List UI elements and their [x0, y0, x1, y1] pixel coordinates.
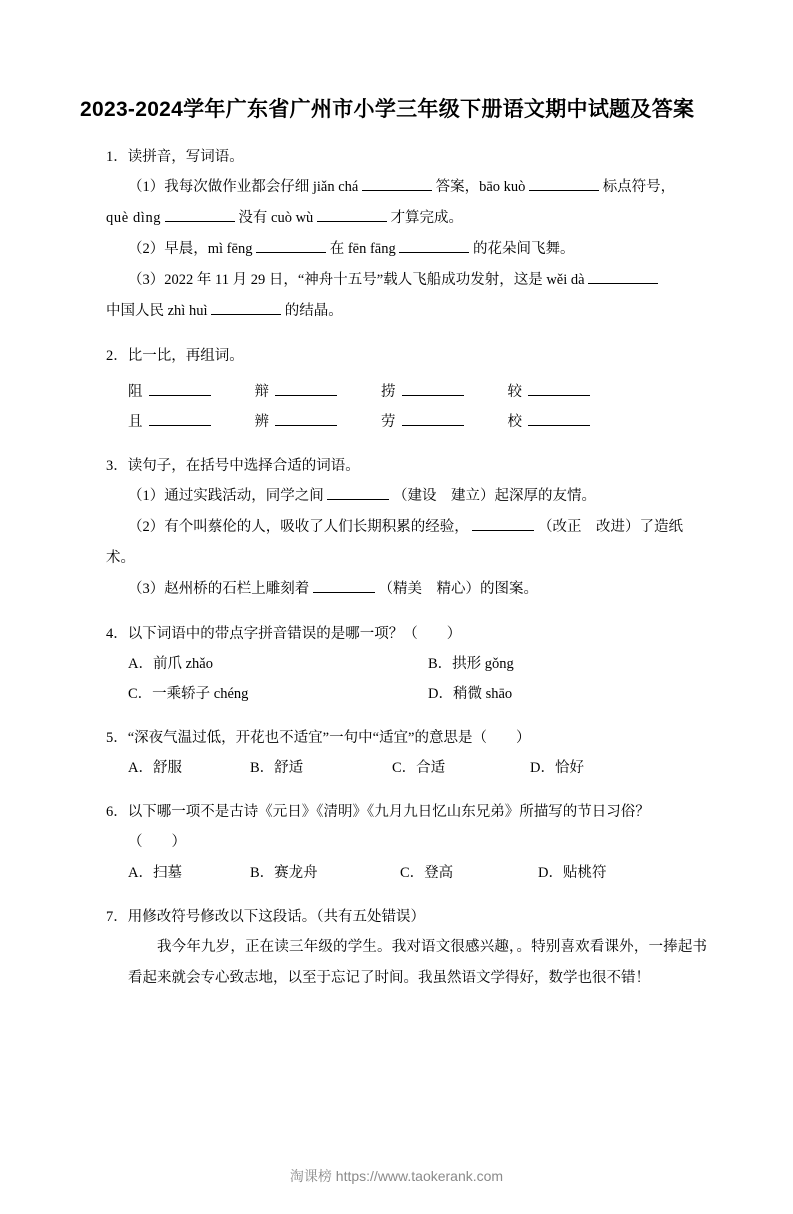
q1-1-text-d: què dìng: [106, 210, 162, 226]
answer-blank-cell[interactable]: [528, 377, 590, 407]
question-1-heading: 1．读拼音，写词语。: [106, 149, 244, 165]
q3-3-text-b: （精美 精心）的图案。: [378, 581, 538, 597]
q3-2-text-b: （改正 改进）了造纸: [538, 519, 683, 535]
question-2-heading: 2．比一比，再组词。: [106, 348, 244, 364]
spacer: [464, 407, 508, 437]
q1-2-text-b: 在 fēn fāng: [329, 241, 396, 257]
q1-2-text-a: （2）早晨，mì fēng: [128, 241, 253, 257]
answer-blank[interactable]: [149, 412, 211, 426]
question-7-heading: 7．用修改符号修改以下这段话。（共有五处错误）: [106, 909, 425, 925]
answer-blank[interactable]: [317, 208, 387, 222]
answer-blank[interactable]: [528, 382, 590, 396]
q1-3-text-c: 的结晶。: [284, 303, 343, 319]
question-3-item-2-cont: 术。: [106, 550, 135, 566]
question-3-item-3: [128, 574, 713, 605]
q2-char: 辩: [254, 384, 269, 400]
q1-1-text-a: （1）我每次做作业都会仔细 jiǎn chá: [128, 179, 359, 195]
q1-1-text-b: 答案，bāo kuò: [435, 179, 526, 195]
q1-1-text-f: 才算完成。: [390, 210, 464, 226]
question-1-item-3: [128, 265, 713, 296]
q2-char: 较: [507, 384, 522, 400]
option-c[interactable]: C．合适: [392, 760, 446, 776]
spacer: [211, 377, 255, 407]
answer-blank[interactable]: [149, 382, 211, 396]
option-a[interactable]: A．前爪 zhǎo: [128, 656, 213, 672]
answer-blank[interactable]: [399, 239, 469, 253]
option-a[interactable]: A．扫墓: [128, 865, 182, 881]
question-6-heading-cont: （ ）: [128, 834, 186, 850]
answer-blank[interactable]: [529, 177, 599, 191]
spacer: [337, 377, 381, 407]
question-1-item-1-cont: [106, 203, 713, 234]
answer-blank[interactable]: [402, 412, 464, 426]
q3-1-text-b: （建设 建立）起深厚的友情。: [393, 488, 596, 504]
answer-blank[interactable]: [165, 208, 235, 222]
question-1-item-1: [128, 172, 713, 203]
q1-1-text-e: 没有 cuò wù: [238, 210, 314, 226]
question-3-heading: 3．读句子，在括号中选择合适的词语。: [106, 458, 360, 474]
q3-2-text-a: （2）有个叫蔡伦的人，吸收了人们长期积累的经验，: [128, 519, 469, 535]
q2-char: 劳: [381, 414, 396, 430]
table-row: [128, 377, 590, 407]
answer-blank-cell[interactable]: [528, 407, 590, 437]
answer-blank[interactable]: [402, 382, 464, 396]
table-row: [128, 407, 590, 437]
question-6-heading: 6．以下哪一项不是古诗《元日》《清明》《九月九日忆山东兄弟》所描写的节日习俗？: [106, 804, 650, 820]
answer-blank[interactable]: [362, 177, 432, 191]
option-a[interactable]: A．舒服: [128, 760, 182, 776]
question-4-options-row-1: [128, 649, 713, 679]
question-1-item-3-cont: [106, 296, 713, 327]
question-1-item-2: [128, 234, 713, 265]
spacer: [337, 407, 381, 437]
answer-blank[interactable]: [327, 486, 389, 500]
page-title: 2023-2024学年广东省广州市小学三年级下册语文期中试题及答案: [80, 98, 695, 121]
option-c[interactable]: C．一乘轿子 chéng: [128, 686, 249, 702]
option-d[interactable]: D．稍微 shāo: [428, 686, 513, 702]
question-3-item-2: [128, 512, 713, 543]
q3-1-text-a: （1）通过实践活动，同学之间: [128, 488, 324, 504]
answer-blank-cell[interactable]: [275, 377, 337, 407]
option-b[interactable]: B．拱形 gǒng: [428, 656, 514, 672]
question-4-heading: 4．以下词语中的带点字拼音错误的是哪一项？（ ）: [106, 626, 462, 642]
answer-blank[interactable]: [472, 517, 534, 531]
option-d[interactable]: D．恰好: [530, 760, 584, 776]
option-b[interactable]: B．舒适: [250, 760, 304, 776]
q2-char: 且: [128, 414, 143, 430]
answer-blank-cell[interactable]: [149, 377, 211, 407]
answer-blank[interactable]: [313, 579, 375, 593]
answer-blank-cell[interactable]: [149, 407, 211, 437]
document-page: [0, 92, 793, 1214]
answer-blank[interactable]: [588, 270, 658, 284]
q2-char: 辨: [254, 414, 269, 430]
question-4-options-row-2: [128, 679, 713, 709]
q2-char: 捞: [381, 384, 396, 400]
option-c[interactable]: C．登高: [400, 865, 454, 881]
answer-blank[interactable]: [211, 301, 281, 315]
spacer: [464, 377, 508, 407]
question-7-paragraph: 我今年九岁，正在读三年级的学生。我对语文很感兴趣，。特别喜欢看课外，一捧起书看起来就会专心致志地，以至于忘记了时间。我虽然语文学得好，数学也很不错！: [128, 939, 707, 986]
q2-char: 校: [507, 414, 522, 430]
option-b[interactable]: B．赛龙舟: [250, 865, 318, 881]
q1-3-text-a: （3）2022 年 11 月 29 日，“神舟十五号”载人飞船成功发射，这是 wěi dà: [128, 272, 585, 288]
question-3-item-1: [128, 481, 713, 512]
q1-1-text-c: 标点符号，: [602, 179, 676, 195]
q1-3-text-b: 中国人民 zhì huì: [106, 303, 208, 319]
footer-watermark: 淘课榜 https://www.taokerank.com: [289, 1168, 504, 1184]
option-d[interactable]: D．贴桃符: [538, 865, 607, 881]
q3-3-text-a: （3）赵州桥的石栏上雕刻着: [128, 581, 310, 597]
answer-blank-cell[interactable]: [402, 407, 464, 437]
answer-blank[interactable]: [275, 412, 337, 426]
spacer: [211, 407, 255, 437]
question-6-options: [128, 858, 713, 888]
answer-blank[interactable]: [528, 412, 590, 426]
question-5-options: [128, 753, 713, 783]
q2-char: 阻: [128, 384, 143, 400]
answer-blank-cell[interactable]: [402, 377, 464, 407]
answer-blank-cell[interactable]: [275, 407, 337, 437]
question-5-heading: 5．“深夜气温过低，开花也不适宜”一句中“适宜”的意思是（ ）: [106, 730, 531, 746]
question-2-table: [128, 377, 590, 437]
answer-blank[interactable]: [256, 239, 326, 253]
q1-2-text-c: 的花朵间飞舞。: [472, 241, 575, 257]
answer-blank[interactable]: [275, 382, 337, 396]
